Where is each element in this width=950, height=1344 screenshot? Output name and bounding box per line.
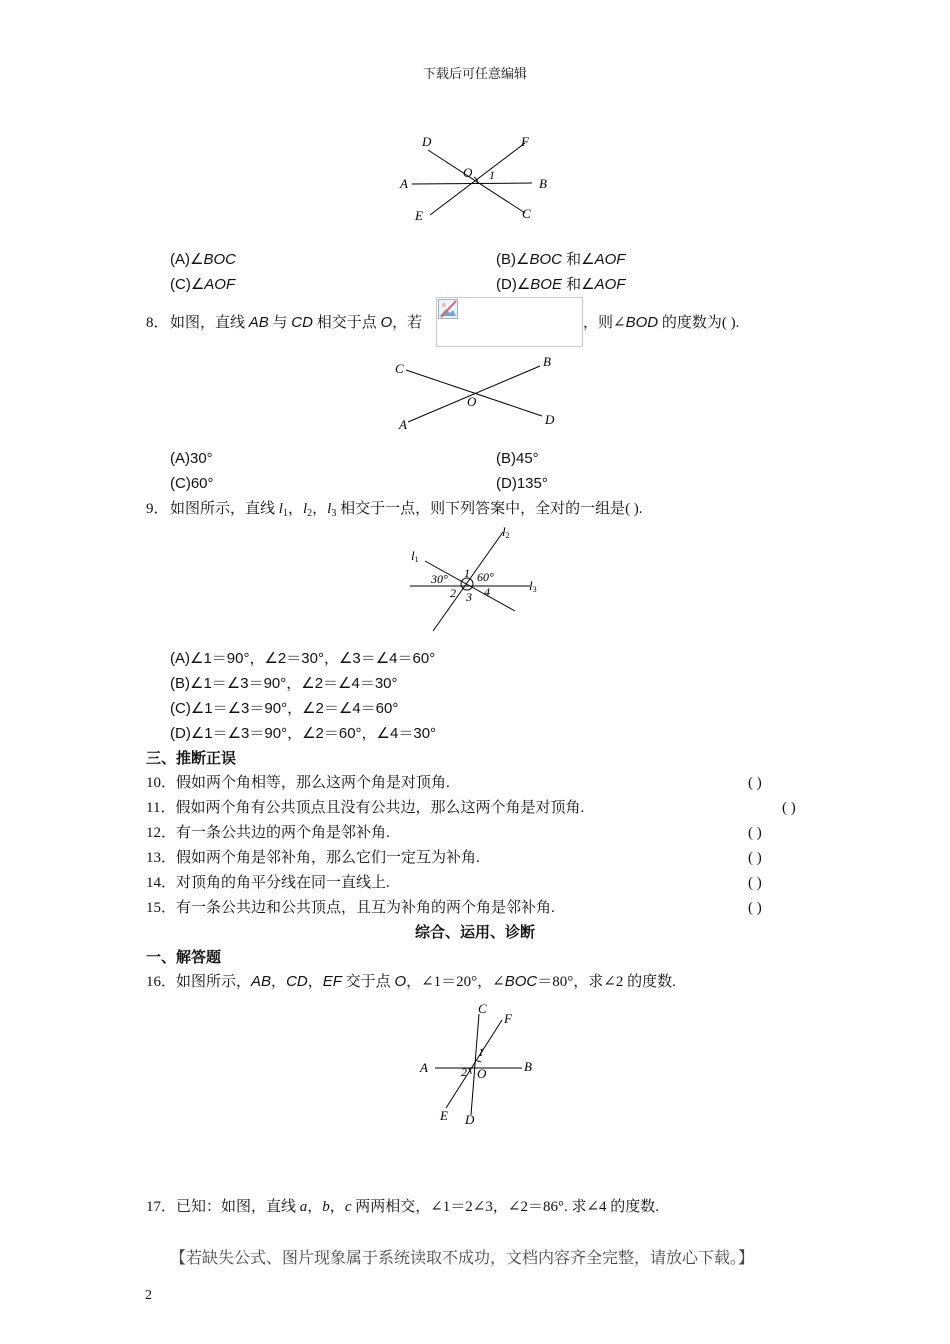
q7-option-c: (C)∠AOF: [170, 276, 236, 293]
q9-option-a: (A)∠1＝90°，∠2＝30°，∠3＝∠4＝60°: [170, 650, 436, 667]
section-one-heading: 一、解答题: [146, 950, 222, 966]
page-number: 2: [145, 1288, 152, 1303]
broken-image-icon: [438, 299, 458, 319]
judge-paren-11: ( ): [782, 800, 796, 816]
judge-item-14: 14．对顶角的角平分线在同一直线上.: [146, 875, 390, 891]
section-three-heading: 三、推断正误: [146, 751, 237, 767]
q16-fig-label-C: C: [478, 1001, 487, 1016]
q8-number: 8．: [146, 315, 169, 331]
q8-option-d: (D)135°: [496, 475, 548, 492]
q9-fig-label-1: 1: [464, 566, 470, 580]
q7-fig-label-F: F: [521, 134, 529, 149]
q7-fig-label-O: O: [463, 165, 473, 180]
judge-paren-13: ( ): [748, 850, 762, 866]
judge-item-15: 15．有一条公共边和公共顶点，且互为补角的两个角是邻补角.: [146, 900, 555, 916]
q8-stem-part2: ，则∠BOD 的度数为( ).: [583, 314, 740, 331]
q17-stem: 17．已知：如图，直线 a，b，c 两两相交，∠1＝2∠3，∠2＝86°. 求∠4 的度数.: [146, 1199, 660, 1215]
judge-paren-14: ( ): [748, 875, 762, 891]
q16-fig-label-A: A: [420, 1060, 428, 1075]
q9-fig-angle-30: 30°: [431, 572, 448, 586]
q16-fig-label-E: E: [440, 1108, 448, 1123]
q7-fig-label-E: E: [415, 208, 423, 223]
q16-fig-label-F: F: [504, 1011, 512, 1026]
q8-stem-part1: 如图，直线 AB 与 CD 相交于点 O，若: [170, 314, 423, 331]
q16-fig-label-D: D: [465, 1112, 475, 1127]
download-notice: 【若缺失公式、图片现象属于系统读取不成功，文档内容齐全完整，请放心下载。】: [170, 1250, 755, 1267]
q7-fig-label-D: D: [422, 134, 432, 149]
judge-item-10: 10．假如两个角相等，那么这两个角是对顶角.: [146, 775, 450, 791]
q9-option-d: (D)∠1＝∠3＝90°，∠2＝60°，∠4＝30°: [170, 725, 437, 742]
q7-fig-label-C: C: [522, 206, 531, 221]
q16-stem: 16．如图所示，AB，CD，EF 交于点 O，∠1＝20°，∠BOC＝80°，求∠2 的度数.: [146, 973, 676, 990]
center-section-title: 综合、运用、诊断: [414, 925, 535, 941]
q9-option-c: (C)∠1＝∠3＝90°，∠2＝∠4＝60°: [170, 700, 399, 717]
q7-figure: [390, 130, 560, 230]
q7-fig-label-1: 1: [489, 168, 495, 182]
q8-fig-label-B: B: [543, 354, 551, 369]
q8-fig-label-C: C: [395, 361, 404, 376]
q8-fig-label-O: O: [467, 394, 477, 409]
q7-option-a: (A)∠BOC: [170, 251, 236, 268]
q9-number: 9．: [146, 501, 169, 517]
judge-paren-12: ( ): [748, 825, 762, 841]
judge-item-11: 11．假如两个角有公共顶点且没有公共边，那么这两个角是对顶角.: [146, 800, 585, 816]
q8-option-b: (B)45°: [496, 450, 539, 467]
broken-formula-image: [436, 297, 583, 347]
q9-fig-angle-60: 60°: [477, 570, 494, 584]
judge-item-12: 12．有一条公共边的两个角是邻补角.: [146, 825, 390, 841]
q9-fig-label-4: 4: [484, 585, 490, 599]
q16-fig-label-O: O: [477, 1066, 487, 1081]
q7-fig-label-B: B: [539, 176, 547, 191]
judge-paren-10: ( ): [748, 775, 762, 791]
q9-stem: 如图所示，直线 $l_1$，$l_2$，$l_3$ 相交于一点，则下列答案中，全对的一组是( ).: [170, 501, 643, 519]
q9-figure: [405, 526, 545, 636]
q8-fig-label-A: A: [399, 417, 407, 432]
q16-fig-label-1: 1: [478, 1045, 484, 1059]
q7-option-d: (D)∠BOE 和∠AOF: [496, 276, 626, 293]
q9-fig-label-3: 3: [466, 590, 472, 604]
q8-figure: [390, 352, 565, 436]
q8-fig-label-D: D: [545, 412, 555, 427]
q8-option-a: (A)30°: [170, 450, 213, 467]
q16-fig-label-2: 2: [461, 1065, 467, 1079]
q16-fig-label-B: B: [524, 1059, 532, 1074]
q9-option-b: (B)∠1＝∠3＝90°，∠2＝∠4＝30°: [170, 675, 398, 692]
page-header: 下载后可任意编辑: [422, 66, 527, 81]
q9-fig-label-l1: l1: [411, 548, 419, 564]
q9-fig-label-l2: l2: [502, 526, 510, 540]
q9-fig-label-2: 2: [450, 586, 456, 600]
q7-option-b: (B)∠BOC 和∠AOF: [496, 251, 626, 268]
judge-paren-15: ( ): [748, 900, 762, 916]
q7-fig-label-A: A: [400, 176, 408, 191]
q9-fig-label-l3: l3: [529, 578, 537, 594]
judge-item-13: 13．假如两个角是邻补角，那么它们一定互为补角.: [146, 850, 480, 866]
q16-figure: [410, 1000, 550, 1130]
q8-option-c: (C)60°: [170, 475, 214, 492]
